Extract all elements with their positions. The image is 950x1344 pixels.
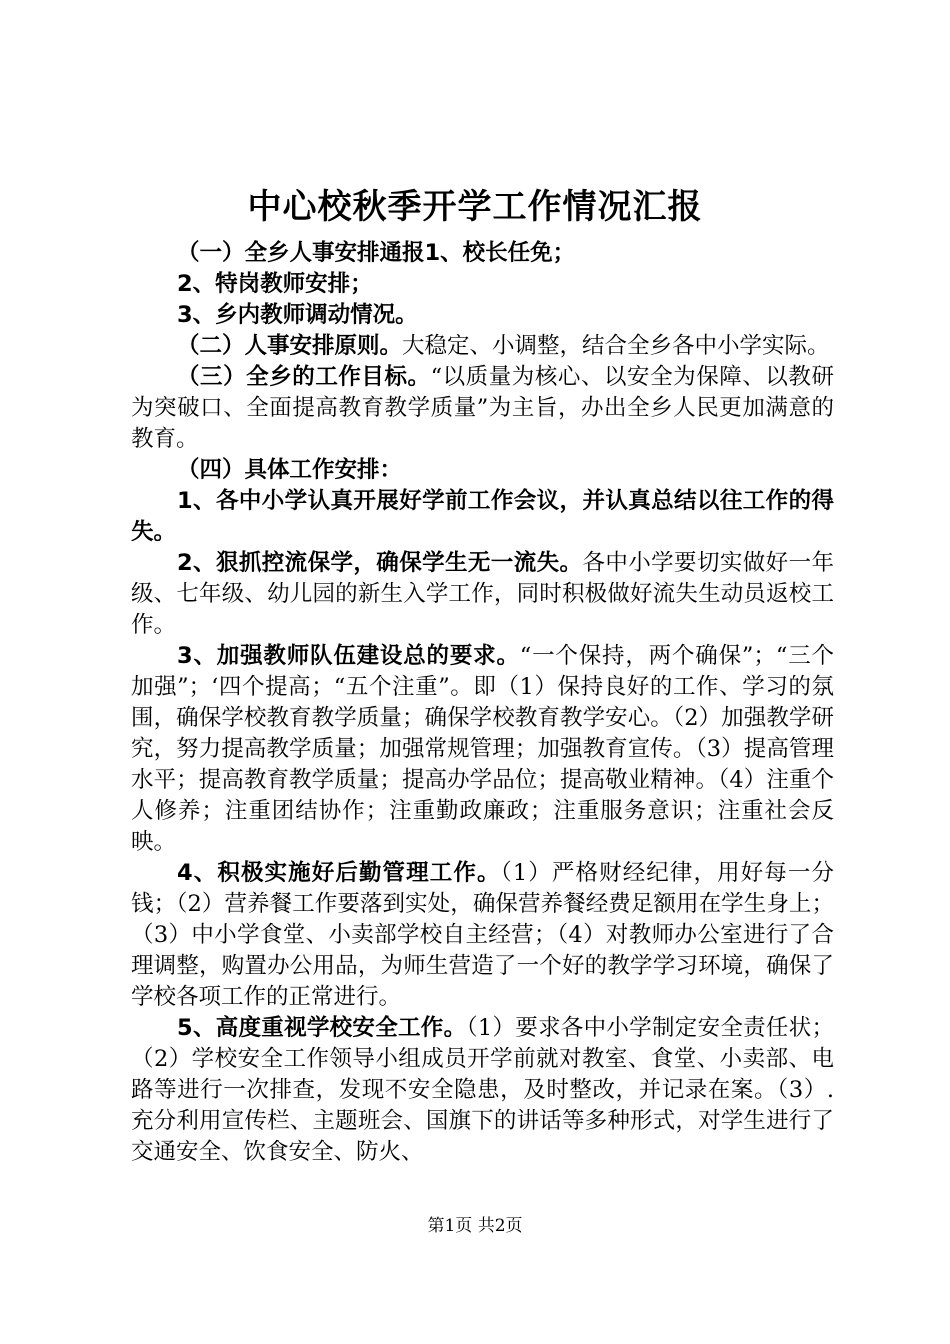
paragraph-heading: （二）人事安排原则。 [177,333,403,359]
paragraph-heading: （三）全乡的工作目标。 [177,364,431,390]
paragraph-text: （1）严格财经纪律，用好每一分钱；（2）营养餐工作要落到实处，确保营养餐经费足额用在学生身上；（3）中小学食堂、小卖部学校自主经营；（4）对教师办公室进行了合理调整，购置办公用品，为师生营造了一个好的教学学习环境，确保了学校各项工作的正常进行。 [131,860,834,1010]
paragraph [131,300,834,331]
paragraph [131,362,834,455]
paragraph-heading: 4、积极实施好后勤管理工作。 [177,860,501,886]
page-footer: 第1页 共2页 [427,1216,523,1236]
paragraph [131,548,834,641]
paragraph-heading: （四）具体工作安排： [177,457,403,483]
paragraph-heading: 3、乡内教师调动情况。 [177,302,418,328]
paragraph [131,331,834,362]
paragraph-heading: 2、特岗教师安排； [177,271,373,297]
paragraph-heading: 1、各中小学认真开展好学前工作会议，并认真总结以往工作的得失。 [131,488,834,545]
paragraph-text: 各中小学要切实做好一年级、七年级、幼儿园的新生入学工作，同时积极做好流失生动员返校工作。 [131,550,834,638]
paragraph [131,641,834,858]
paragraph [131,1013,834,1168]
paragraph [131,858,834,1013]
document-body [131,238,834,1168]
paragraph-heading: （一）全乡人事安排通报1、校长任免； [177,240,576,266]
paragraph [131,238,834,269]
paragraph-heading: 2、狠抓控流保学，确保学生无一流失。 [177,550,583,576]
paragraph-heading: 5、高度重视学校安全工作。 [177,1015,467,1041]
paragraph [131,455,834,486]
paragraph-text: “以质量为核心、以安全为保障、以教研为突破口、全面提高教育教学质量”为主旨，办出全乡人民更加满意的教育。 [131,364,834,452]
paragraph-text: 大稳定、小调整，结合全乡各中小学实际。 [402,333,830,359]
document-title: 中心校秋季开学工作情况汇报 [247,187,703,227]
paragraph [131,269,834,300]
paragraph-heading: 3、加强教师队伍建设总的要求。 [177,643,520,669]
paragraph [131,486,834,548]
paragraph-text: “一个保持，两个确保”；“三个加强”；‘四个提高；“五个注重”。即（1）保持良好的工作、学习的氛围，确保学校教育教学质量；确保学校教育教学安心。（2）加强教学研究，努力提高教学质量；加强常规管理；加强教育宣传。（3）提高管理水平；提高教育教学质量；提高办学品位；提高敬业精神。（4）注重个人修养；注重团结协作；注重勤政廉政；注重服务意识；注重社会反映。 [131,643,835,855]
paragraph-text: （1）要求各中小学制定安全责任状；（2）学校安全工作领导小组成员开学前就对教室、食堂、小卖部、电路等进行一次排查，发现不安全隐患，及时整改，并记录在案。（3）.充分利用宣传栏、主题班会、国旗下的讲话等多种形式，对学生进行了交通安全、饮食安全、防火、 [131,1015,835,1165]
